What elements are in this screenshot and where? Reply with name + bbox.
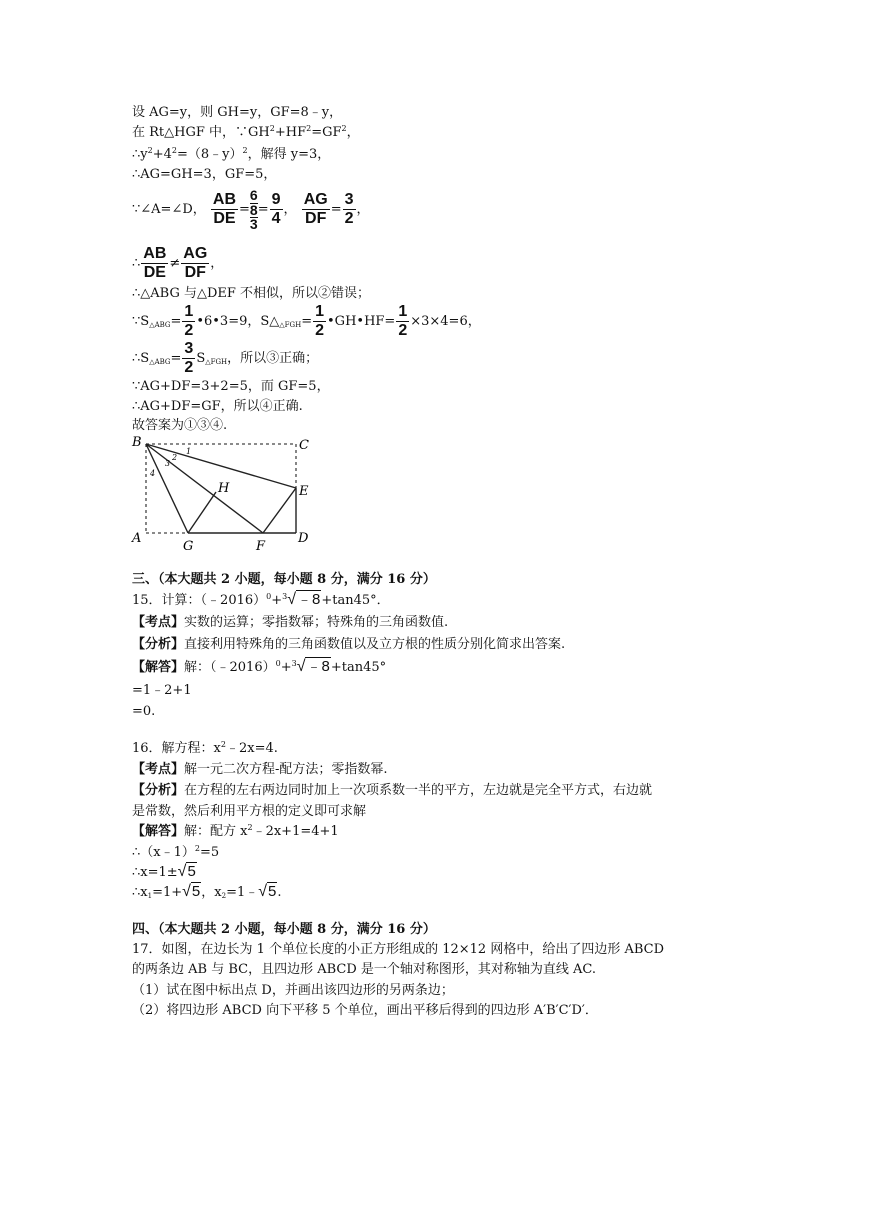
step: ∴（x﹣1）$^2$=5 — [132, 844, 220, 860]
fraction-1-2: $\frac{1}{2}$ — [184, 303, 194, 339]
solution-line: 设 AG=y，则 GH=y，GF=8﹣y， — [132, 105, 343, 120]
question-17-part2: （2）将四边形 ABCD 向下平移 5 个单位，画出平移后得到的四边形 A′B′C′D′． — [132, 1003, 598, 1018]
step: =1﹣2+1 — [132, 683, 192, 698]
label-b: B — [132, 435, 142, 450]
fraction-ab-de: $\frac{AB}{DE}$ — [143, 245, 167, 281]
solution-line: ∵AG+DF=3+2=5，而 GF=5， — [132, 379, 330, 394]
solution-line-fractions: ∵∠A=∠D， $\frac{AB}{DE}$ = $\frac{6}{\frac{8}{3}}$ = $\frac{9}{4}$ ， $\frac{AG}{DF}$ = $\frac{3}{2}$ ， — [132, 186, 370, 232]
step: $\therefore x_1=1+√5$，$x_2=1﹣√5$. — [132, 883, 282, 900]
label-e: E — [299, 484, 309, 499]
fraction-6-over-8-3: $\frac{6}{\frac{8}{3}}$ — [249, 186, 258, 232]
step: ∴x=1±√5 — [132, 863, 196, 880]
fraction-1-2: $\frac{1}{2}$ — [398, 303, 408, 339]
angle-3: 3 — [165, 459, 171, 468]
label-f: F — [256, 539, 266, 554]
question-17: 17．如图，在边长为 1 个单位长度的小正方形组成的 12×12 网格中，给出了四边形 ABCD — [132, 942, 665, 957]
question-16: 16．解方程：$x^2﹣2x=4$. — [132, 740, 278, 756]
key-point-15: 【考点】实数的运算；零指数幂；特殊角的三角函数值. — [132, 615, 449, 630]
fraction-ag-df: $\frac{AG}{DF}$ — [303, 191, 328, 227]
solution-line: ∴AG+DF=GF，所以④正确. — [132, 399, 303, 414]
step: =0. — [132, 704, 156, 719]
solution-line-fractions: ∴ $\frac{AB}{DE}$ ≠ $\frac{AG}{DF}$ ， — [132, 245, 224, 281]
analysis-16: 【分析】在方程的左右两边同时加上一次项系数一半的平方，左边就是完全平方式，右边就 — [132, 783, 653, 798]
analysis-16-cont: 是常数，然后利用平方根的定义即可求解 — [132, 804, 367, 819]
fraction-ag-df: $\frac{AG}{DF}$ — [183, 245, 208, 281]
solution-line-area: $\therefore S_{\triangle ABG}=$ $\frac{3}{2}$ $S_{\triangle FGH}$，所以③正确； — [132, 340, 319, 376]
angle-4: 4 — [150, 469, 156, 478]
label-d: D — [298, 531, 309, 546]
angle-2: 2 — [172, 453, 178, 462]
fraction-1-2: $\frac{1}{2}$ — [315, 303, 325, 339]
question-17-cont: 的两条边 AB 与 BC，且四边形 ABCD 是一个轴对称图形，其对称轴为直线 AC. — [132, 962, 597, 977]
key-point-16: 【考点】解一元二次方程-配方法；零指数幂. — [132, 762, 388, 777]
solution-line: 在 Rt△HGF 中，$\because GH^2+HF^2=GF^2$， — [132, 124, 360, 140]
label-c: C — [299, 438, 309, 453]
analysis-15: 【分析】直接利用特殊角的三角函数值以及立方根的性质分别化简求出答案. — [132, 637, 566, 652]
section-heading: 四、（本大题共 2 小题，每小题 8 分，满分 16 分） — [132, 922, 436, 937]
fraction-9-4: $\frac{9}{4}$ — [271, 191, 281, 227]
section-heading: 三、（本大题共 2 小题，每小题 8 分，满分 16 分） — [132, 572, 436, 587]
solution-line: ∴AG=GH=3，GF=5， — [132, 167, 277, 182]
answer-15: 【解答】解：（﹣2016）$^0$+$^3$√﹣8+tan45° — [132, 658, 387, 675]
fraction-3-2: $\frac{3}{2}$ — [344, 191, 354, 227]
label-g: G — [183, 539, 194, 554]
question-15: 15．计算：（﹣2016）$^0$+$^3$√﹣8+tan45°． — [132, 591, 390, 608]
geometry-figure — [128, 432, 318, 554]
answer-16: 【解答】解：配方 $x^2﹣2x+1=4+1$ — [132, 823, 339, 839]
label-a: A — [132, 531, 142, 546]
solution-line-area: $\because S_{\triangle ABG}=$ $\frac{1}{2}$ •6•3=9，$S\triangle_{\triangle FGH}=$ $\frac{1}{2}$ •GH•HF= $\frac{1}{2}$ ×3×4=6， — [132, 303, 481, 339]
solution-line: ∴△ABG 与△DEF 不相似，所以②错误； — [132, 286, 371, 301]
solution-line: $\therefore y^2+4^2=(8﹣y)^2$，解得 y=3， — [132, 146, 331, 162]
label-h: H — [218, 481, 230, 496]
question-17-part1: （1）试在图中标出点 D，并画出该四边形的另两条边； — [132, 983, 454, 998]
solution-line: 故答案为①③④. — [132, 418, 228, 433]
fraction-3-2: $\frac{3}{2}$ — [184, 340, 194, 376]
angle-1: 1 — [186, 447, 192, 456]
fraction-ab-de: $\frac{AB}{DE}$ — [212, 191, 237, 227]
